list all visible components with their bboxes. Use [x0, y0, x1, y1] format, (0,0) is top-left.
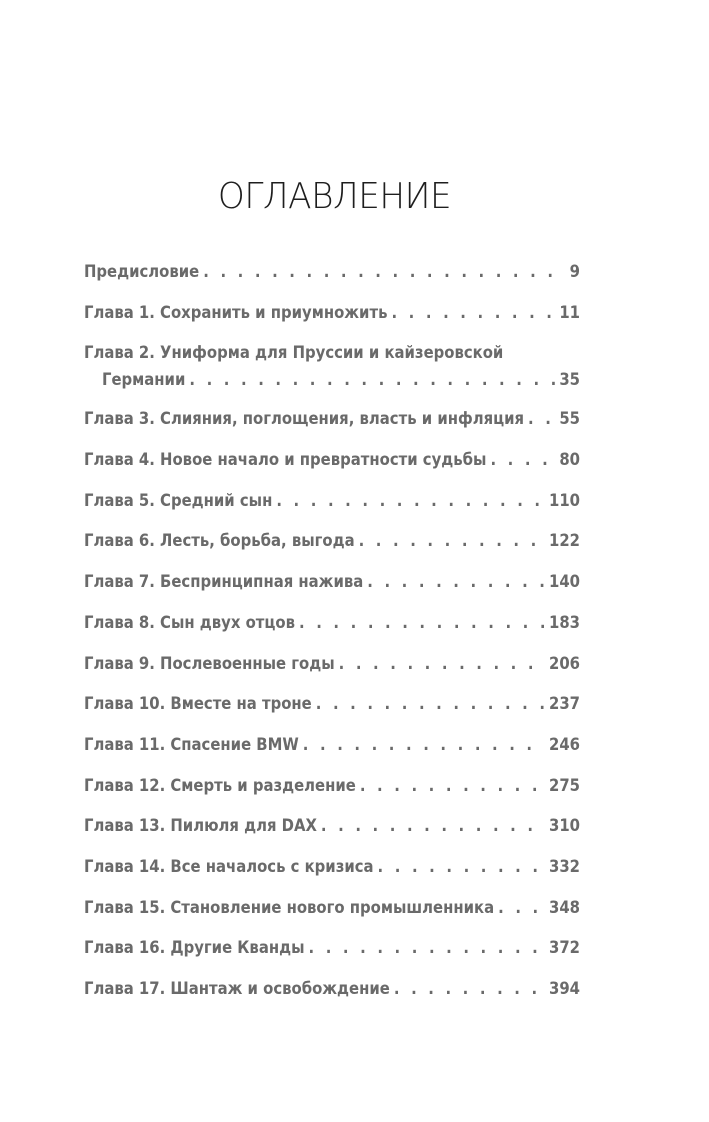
dot-leader: [391, 299, 555, 326]
toc-list: [84, 258, 580, 1016]
toc-page-number: 348: [549, 897, 580, 917]
dot-leader: [490, 446, 555, 473]
dot-leader: [394, 975, 545, 1002]
toc-entry-preface[interactable]: [84, 258, 580, 285]
toc-page-number: 372: [549, 938, 580, 958]
toc-entry-label: Глава 11. Спасение BMW: [84, 734, 299, 754]
toc-page-number: 310: [549, 816, 580, 836]
toc-entry-label: Глава 9. Послевоенные годы: [84, 653, 335, 673]
toc-entry-chapter-12[interactable]: [84, 772, 580, 799]
toc-entry-label: Глава 16. Другие Кванды: [84, 938, 305, 958]
toc-entry-label: Глава 2. Униформа для Пруссии и кайзеровской: [84, 343, 504, 363]
toc-entry-chapter-13[interactable]: [84, 812, 580, 839]
toc-entry-chapter-15[interactable]: [84, 894, 580, 921]
dot-leader: [339, 650, 545, 677]
toc-entry-chapter-2[interactable]: [84, 339, 580, 393]
toc-entry-chapter-8[interactable]: [84, 609, 580, 636]
dot-leader: [367, 568, 545, 595]
toc-entry-chapter-11[interactable]: [84, 731, 580, 758]
dot-leader: [359, 527, 545, 554]
toc-entry-chapter-10[interactable]: [84, 690, 580, 717]
toc-page-number: 394: [549, 979, 580, 998]
toc-page-number: 140: [549, 572, 580, 592]
toc-page-number: 80: [559, 450, 580, 470]
toc-entry-label: Глава 12. Смерть и разделение: [84, 775, 356, 795]
toc-page-number: 35: [559, 370, 580, 390]
dot-leader: [203, 258, 565, 285]
dot-leader: [316, 690, 545, 717]
toc-entry-chapter-16[interactable]: [84, 934, 580, 961]
dot-leader: [498, 894, 545, 921]
toc-page-number: 332: [549, 856, 580, 876]
toc-entry-label: Глава 13. Пилюля для DAX: [84, 816, 317, 836]
toc-page-number: 206: [549, 653, 580, 673]
toc-entry-label: Глава 3. Слияния, поглощения, власть и инфляция: [84, 409, 525, 429]
toc-entry-label: Глава 1. Сохранить и приумножить: [84, 302, 388, 322]
dot-leader: [321, 812, 545, 839]
toc-entry-label: Глава 14. Все началось с кризиса: [84, 856, 374, 876]
toc-entry-label: Глава 6. Лесть, борьба, выгода: [84, 531, 355, 551]
toc-entry-chapter-17[interactable]: [84, 975, 580, 1002]
toc-entry-chapter-9[interactable]: [84, 650, 580, 677]
toc-entry-chapter-4[interactable]: [84, 446, 580, 473]
dot-leader: [276, 487, 545, 514]
toc-page-number: 9: [569, 262, 580, 281]
dot-leader: [309, 934, 545, 961]
toc-entry-label: Глава 5. Средний сын: [84, 490, 273, 510]
toc-entry-label: Предисловие: [84, 262, 200, 281]
toc-entry-chapter-7[interactable]: [84, 568, 580, 595]
dot-leader: [528, 405, 555, 432]
toc-page-number: 237: [549, 694, 580, 714]
toc-entry-label: Глава 7. Беспринципная нажива: [84, 572, 364, 592]
toc-page-number: 275: [549, 775, 580, 795]
dot-leader: [189, 366, 555, 393]
toc-page-number: 55: [559, 409, 580, 429]
toc-entry-label: Глава 17. Шантаж и освобождение: [84, 979, 390, 998]
page-title: ОГЛАВЛЕНИЕ: [217, 176, 452, 217]
dot-leader: [299, 609, 545, 636]
dot-leader: [303, 731, 545, 758]
toc-entry-chapter-6[interactable]: [84, 527, 580, 554]
toc-entry-chapter-3[interactable]: [84, 405, 580, 432]
toc-entry-label: Глава 4. Новое начало и превратности судьбы: [84, 450, 487, 470]
toc-page-number: 183: [549, 612, 580, 632]
dot-leader: [360, 772, 545, 799]
toc-entry-chapter-1[interactable]: [84, 299, 580, 326]
toc-entry-label-continued: Германии: [102, 370, 186, 390]
toc-page-number: 246: [549, 734, 580, 754]
toc-entry-label: Глава 10. Вместе на троне: [84, 694, 312, 714]
toc-page-number: 122: [549, 531, 580, 551]
toc-page-number: 11: [559, 302, 580, 322]
toc-entry-chapter-5[interactable]: [84, 487, 580, 514]
toc-entry-chapter-14[interactable]: [84, 853, 580, 880]
toc-page-number: 110: [549, 490, 580, 510]
dot-leader: [378, 853, 545, 880]
toc-entry-label: Глава 15. Становление нового промышленника: [84, 897, 495, 917]
toc-entry-label: Глава 8. Сын двух отцов: [84, 612, 295, 632]
